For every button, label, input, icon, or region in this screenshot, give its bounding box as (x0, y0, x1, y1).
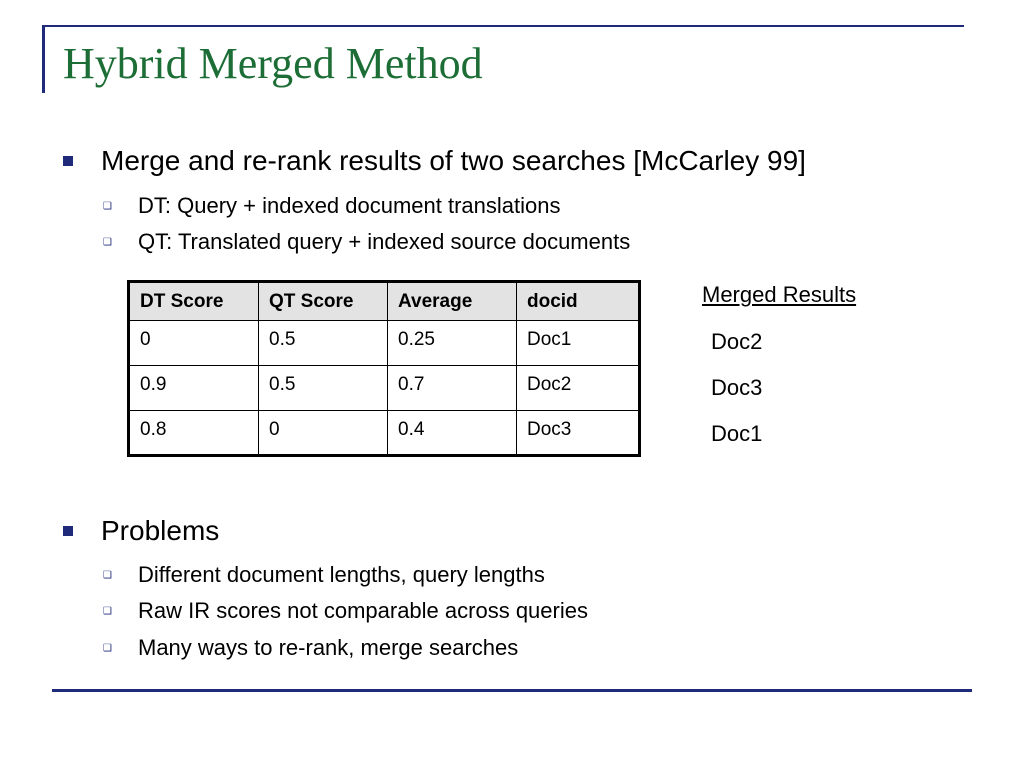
filled-square-icon (63, 526, 73, 536)
filled-square-icon (63, 156, 73, 166)
table-row (129, 321, 640, 366)
table-cell: Doc2 (517, 366, 640, 411)
hollow-square-icon: ❑ (103, 642, 112, 654)
table-cell: 0.7 (388, 366, 517, 411)
table-header-row (129, 282, 640, 321)
sub-bullet-text: QT: Translated query + indexed source documents (138, 229, 631, 254)
header-dt-score: DT Score (129, 282, 259, 321)
sub-bullet-dt (103, 193, 561, 219)
sub-bullet-problem (103, 598, 588, 624)
slide-title: Hybrid Merged Method (63, 39, 483, 88)
merged-result-item: Doc3 (711, 375, 763, 400)
table-cell: 0.25 (388, 321, 517, 366)
frame-left-line (42, 25, 45, 93)
table-cell: 0.8 (129, 411, 259, 456)
header-qt-score: QT Score (259, 282, 388, 321)
hollow-square-icon: ❑ (103, 200, 112, 212)
table-cell: 0.5 (259, 366, 388, 411)
scores-table (127, 280, 641, 457)
table-cell: 0.5 (259, 321, 388, 366)
hollow-square-icon: ❑ (103, 605, 112, 617)
header-docid: docid (517, 282, 640, 321)
merged-results-heading: Merged Results (702, 282, 857, 307)
sub-bullet-text: DT: Query + indexed document translations (138, 193, 561, 218)
merged-result-item: Doc1 (711, 421, 763, 446)
bullet-text: Problems (101, 515, 220, 546)
frame-top-line (42, 25, 964, 27)
sub-bullet-qt (103, 229, 630, 255)
sub-bullet-text: Many ways to re-rank, merge searches (138, 635, 519, 660)
sub-bullet-text: Raw IR scores not comparable across queries (138, 598, 588, 623)
table-row (129, 366, 640, 411)
table-cell: 0.9 (129, 366, 259, 411)
table-cell: 0 (129, 321, 259, 366)
header-average: Average (388, 282, 517, 321)
frame-bottom-line (52, 689, 972, 692)
sub-bullet-text: Different document lengths, query lengths (138, 562, 545, 587)
table-cell: Doc1 (517, 321, 640, 366)
sub-bullet-problem (103, 562, 545, 588)
table-row (129, 411, 640, 456)
table-cell: 0 (259, 411, 388, 456)
bullet-text: Merge and re-rank results of two searches [McCarley 99] (101, 145, 806, 176)
table-cell: 0.4 (388, 411, 517, 456)
hollow-square-icon: ❑ (103, 236, 112, 248)
sub-bullet-problem (103, 635, 518, 661)
bullet-problems (63, 515, 219, 547)
table-cell: Doc3 (517, 411, 640, 456)
bullet-merge (63, 145, 806, 177)
merged-result-item: Doc2 (711, 329, 763, 354)
hollow-square-icon: ❑ (103, 569, 112, 581)
